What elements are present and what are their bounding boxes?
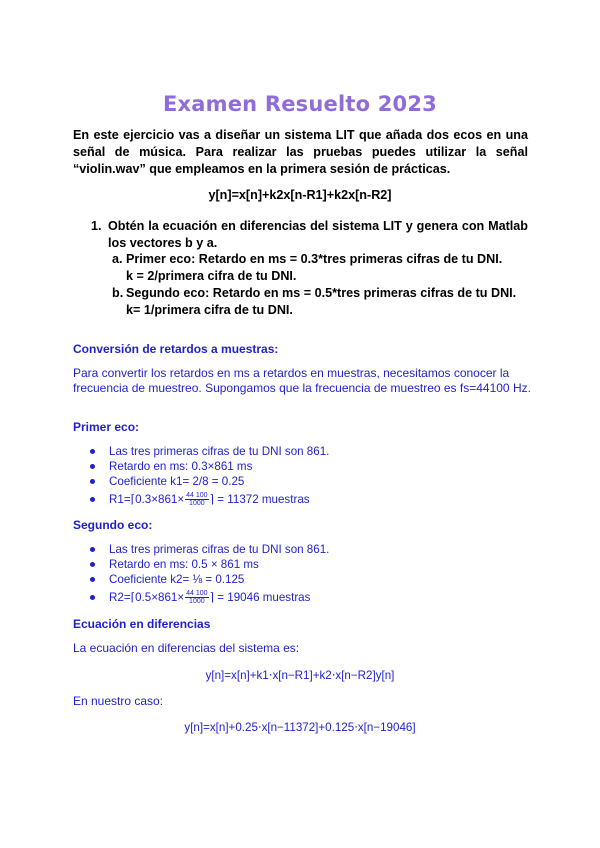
list-item-text: Coeficiente k2= ⅛ = 0.125	[109, 573, 245, 586]
conversion-heading: Conversión de retardos a muestras:	[73, 342, 279, 356]
formula-part: R1=⌈0.3×861×	[109, 493, 185, 506]
bullet-icon	[90, 497, 95, 502]
eco1-list	[73, 444, 533, 507]
bullet-icon	[90, 547, 95, 552]
conversion-paragraph: Para convertir los retardos en ms a retardos en muestras, necesitamos conocer la frecuencia de muestreo. Supongamos que la frecuencia de muestreo es fs=44100 Hz.	[73, 366, 531, 395]
item-line: Primer eco: Retardo en ms = 0.3*tres primeras cifras de tu DNI.	[126, 252, 503, 266]
fraction	[185, 492, 208, 507]
bullet-icon	[90, 595, 95, 600]
list-item	[73, 492, 533, 507]
fraction-numerator: 44 100	[186, 492, 208, 500]
list-item	[73, 444, 533, 459]
formula-part: ⌉ = 19046 muestras	[209, 591, 311, 604]
list-item-text: Retardo en ms: 0.5 × 861 ms	[109, 558, 259, 571]
fraction	[185, 590, 208, 605]
eco1-heading: Primer eco:	[73, 420, 140, 434]
question-item-a	[112, 251, 526, 285]
fraction-denominator: 1000	[189, 500, 205, 508]
item-line: k = 2/primera cifra de tu DNI.	[126, 269, 297, 283]
list-item-text: Coeficiente k1= 2/8 = 0.25	[109, 475, 245, 488]
question-1	[91, 218, 528, 252]
list-item	[73, 474, 533, 489]
item-letter: b.	[112, 286, 124, 300]
list-item-text: Las tres primeras cifras de tu DNI son 861.	[109, 543, 330, 556]
eco2-list	[73, 542, 533, 605]
list-item	[73, 557, 533, 572]
fraction-numerator: 44 100	[186, 590, 208, 598]
eco2-heading: Segundo eco:	[73, 518, 153, 532]
intro-paragraph: En este ejercicio vas a diseñar un sistema LIT que añada dos ecos en una señal de música. Para realizar las pruebas puedes utilizar la señal “violin.wav” que empleamos en la primera sesión de prácticas.	[73, 128, 528, 176]
formula-part: ⌉ = 11372 muestras	[209, 493, 310, 506]
page-title: Examen Resuelto 2023	[163, 92, 437, 116]
question-number: 1.	[91, 219, 102, 233]
general-equation: y[n]=x[n]+k1⋅x[n−R1]+k2⋅x[n−R2]y[n]	[205, 669, 395, 682]
bullet-icon	[90, 479, 95, 484]
item-line: Segundo eco: Retardo en ms = 0.5*tres primeras cifras de tu DNI.	[126, 286, 517, 300]
list-item-text: Retardo en ms: 0.3×861 ms	[109, 460, 253, 473]
bullet-icon	[90, 464, 95, 469]
list-item	[73, 572, 533, 587]
bullet-icon	[90, 449, 95, 454]
list-item	[73, 590, 533, 605]
question-text: Obtén la ecuación en diferencias del sistema LIT y genera con Matlab los vectores b y a.	[108, 219, 528, 250]
question-item-b	[112, 285, 526, 319]
case-label: En nuestro caso:	[73, 694, 164, 708]
ecuacion-heading: Ecuación en diferencias	[73, 617, 211, 631]
bullet-icon	[90, 577, 95, 582]
list-item-text: Las tres primeras cifras de tu DNI son 861.	[109, 445, 330, 458]
item-line: k= 1/primera cifra de tu DNI.	[126, 303, 293, 317]
formula-part: R2=⌈0.5×861×	[109, 591, 185, 604]
list-item	[73, 459, 533, 474]
item-letter: a.	[112, 252, 123, 266]
fraction-denominator: 1000	[189, 598, 205, 606]
list-item	[73, 542, 533, 557]
bullet-icon	[90, 562, 95, 567]
ecuacion-paragraph: La ecuación en diferencias del sistema es:	[73, 641, 300, 655]
main-formula: y[n]=x[n]+k2x[n-R1]+k2x[n-R2]	[208, 188, 392, 202]
particular-equation: y[n]=x[n]+0.25⋅x[n−11372]+0.125⋅x[n−19046]	[184, 721, 416, 734]
